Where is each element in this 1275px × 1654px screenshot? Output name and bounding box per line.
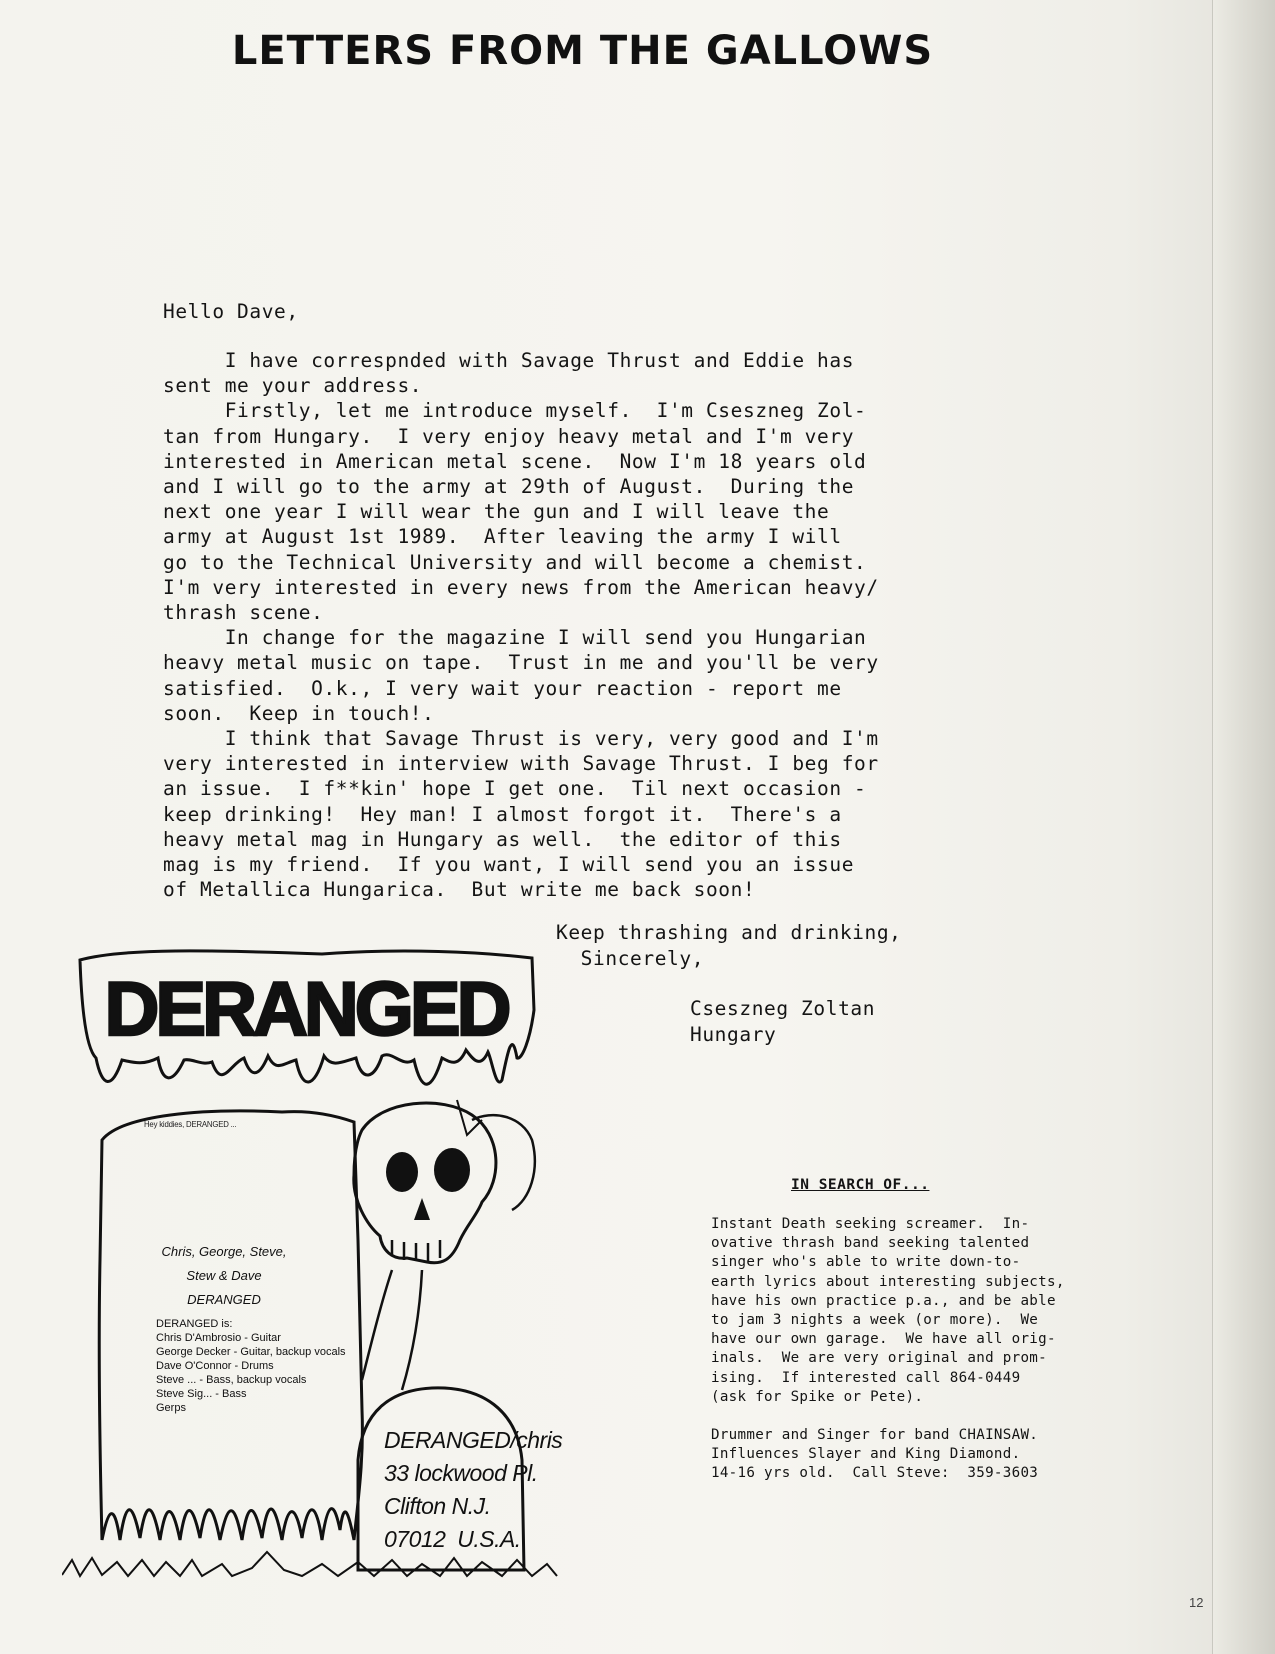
flyer-scrawl: Hey kiddies, DERANGED ... xyxy=(144,1120,237,1129)
in-search-of-heading: IN SEARCH OF... xyxy=(791,1177,930,1193)
letter-signature xyxy=(690,996,875,1047)
closing-line: Keep thrashing and drinking, xyxy=(556,921,902,944)
band-member: Gerps xyxy=(156,1402,186,1414)
letter-line: and I will go to the army at 29th of August. During the xyxy=(163,475,855,499)
letter-line: go to the Technical University and will become a chemist. xyxy=(163,550,867,574)
ad-line: ising. If interested call 864-0449 xyxy=(711,1369,1021,1386)
letter-line: of Metallica Hungarica. But write me back soon! xyxy=(163,878,756,902)
ad-spacer xyxy=(711,1407,1181,1426)
letter-line: an issue. I f**kin' hope I get one. Til next occasion - xyxy=(163,777,867,801)
band-member: Steve ... - Bass, backup vocals xyxy=(156,1374,307,1386)
ad-line: ovative thrash band seeking talented xyxy=(711,1235,1030,1252)
ad-line: singer who's able to write down-to- xyxy=(711,1254,1021,1271)
band-member: George Decker - Guitar, backup vocals xyxy=(156,1346,346,1358)
band-heading: DERANGED is: xyxy=(156,1318,233,1330)
letter-line: I think that Savage Thrust is very, very good and I'm xyxy=(163,727,879,751)
ad-line: have our own garage. We have all orig- xyxy=(711,1331,1056,1348)
closing-line: Sincerely, xyxy=(556,946,705,970)
ad-line: have his own practice p.a., and be able xyxy=(711,1292,1056,1309)
signature-name: Cseszneg Zoltan xyxy=(690,997,876,1020)
band-member: Chris D'Ambrosio - Guitar xyxy=(156,1332,281,1344)
ad-line: Instant Death seeking screamer. In- xyxy=(711,1216,1030,1232)
page-number: 12 xyxy=(1189,1595,1204,1610)
letter-line: keep drinking! Hey man! I almost forgot it. There's a xyxy=(163,802,842,826)
letter-line: interested in American metal scene. Now I'm 18 years old xyxy=(163,449,867,473)
deranged-flyer xyxy=(62,940,562,1590)
flyer-signoff-line: Stew & Dave xyxy=(186,1268,262,1283)
letter-line: heavy metal mag in Hungary as well. the editor of this xyxy=(163,827,842,851)
ad-line: Drummer and Singer for band CHAINSAW. xyxy=(711,1427,1039,1444)
letter-line: next one year I will wear the gun and I will leave the xyxy=(163,500,830,524)
letter-line: sent me your address. xyxy=(163,374,423,398)
flyer-signoff-line: DERANGED xyxy=(187,1292,261,1307)
letter-line: I'm very interested in every news from the American heavy/ xyxy=(163,575,879,599)
ad-line: inals. We are very original and prom- xyxy=(711,1350,1047,1367)
letter-line: thrash scene. xyxy=(163,601,324,625)
flyer-band-lineup xyxy=(156,1317,346,1415)
flyer-address xyxy=(384,1424,562,1556)
address-line: Clifton N.J. xyxy=(384,1493,491,1519)
letter-body xyxy=(163,348,1043,902)
deranged-logo xyxy=(80,951,534,1084)
band-member: Dave O'Connor - Drums xyxy=(156,1360,274,1372)
letter-line: I have correspnded with Savage Thrust and Eddie has xyxy=(163,349,855,372)
signature-place: Hungary xyxy=(690,1022,777,1046)
address-line: 07012 U.S.A. xyxy=(384,1526,521,1552)
flyer-signoff-line: Chris, George, Steve, xyxy=(161,1244,287,1259)
letter-line: heavy metal music on tape. Trust in me and you'll be very xyxy=(163,651,879,675)
letter-line: In change for the magazine I will send you Hungarian xyxy=(163,626,867,650)
letter-line: army at August 1st 1989. After leaving the army I will xyxy=(163,525,842,549)
logo-text: DERANGED xyxy=(104,967,508,1052)
letter-line: satisfied. O.k., I very wait your reaction - report me xyxy=(163,676,842,700)
spine-drawing xyxy=(362,1270,422,1390)
page-edge-shadow xyxy=(1212,0,1275,1654)
address-line: DERANGED/chris xyxy=(384,1427,563,1453)
ad-line: Influences Slayer and King Diamond. xyxy=(711,1446,1021,1463)
letter-line: very interested in interview with Savage Thrust. I beg for xyxy=(163,752,879,776)
letter-greeting: Hello Dave, xyxy=(163,300,299,323)
letter-line: tan from Hungary. I very enjoy heavy metal and I'm very xyxy=(163,424,855,448)
flyer-signoff xyxy=(154,1240,294,1312)
address-line: 33 lockwood Pl. xyxy=(384,1460,538,1486)
band-member: Steve Sig... - Bass xyxy=(156,1388,247,1400)
in-search-of-ads xyxy=(711,1215,1181,1484)
ad-line: to jam 3 nights a week (or more). We xyxy=(711,1312,1039,1329)
letter-line: Firstly, let me introduce myself. I'm Cseszneg Zol- xyxy=(163,399,867,423)
ad-line: (ask for Spike or Pete). xyxy=(711,1388,924,1405)
letter-line: mag is my friend. If you want, I will send you an issue xyxy=(163,853,855,877)
page-title: LETTERS FROM THE GALLOWS xyxy=(231,28,934,74)
letter-closing xyxy=(556,920,902,971)
ad-line: earth lyrics about interesting subjects, xyxy=(711,1273,1065,1290)
ad-line: 14-16 yrs old. Call Steve: 359-3603 xyxy=(711,1465,1039,1482)
letter-line: soon. Keep in touch!. xyxy=(163,701,435,725)
